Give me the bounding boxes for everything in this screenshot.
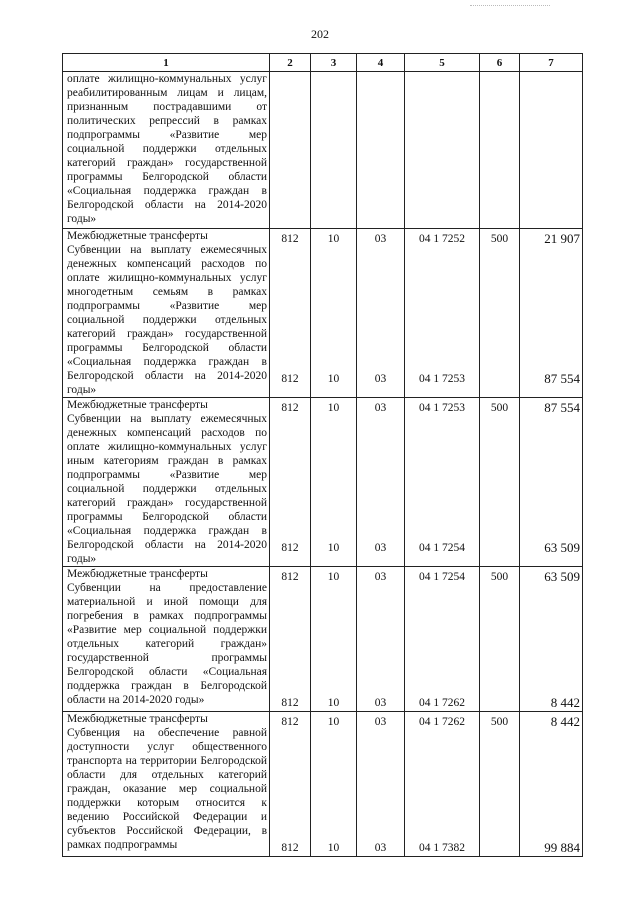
cell-value: 500 (490, 402, 509, 414)
row-col-6 (480, 567, 520, 712)
cell-value: 99 884 (544, 840, 580, 855)
row-col-4 (357, 398, 405, 567)
cell-value: 03 (374, 571, 387, 583)
cell-value: 63 509 (544, 540, 580, 555)
description-paragraph: Межбюджетные трансферты (67, 399, 208, 411)
table-row (63, 72, 583, 229)
header-col-2: 2 (270, 54, 311, 72)
row-col-3 (311, 72, 357, 229)
cell-value: 04 1 7262 (419, 697, 465, 709)
description-paragraph: Субвенции на выплату ежемесячных денежных компенсаций расходов по оплате жилищно-коммунальных услуг иным категориям граждан в рамках подпрограммы «Развитие мер социальной поддержки отдельных категорий граждан» государственной программы Белгородской области «Социальная поддержка граждан в Белгородской области на 2014-2020 годы» (67, 413, 267, 565)
row-col-6 (480, 229, 520, 398)
description-paragraph: Межбюджетные трансферты (67, 230, 208, 242)
cell-value: 812 (281, 542, 299, 554)
row-col-7 (520, 72, 583, 229)
cell-value: 812 (281, 697, 299, 709)
header-col-1: 1 (63, 54, 270, 72)
header-col-6: 6 (480, 54, 520, 72)
cell-value: 500 (490, 716, 509, 728)
cell-value: 03 (374, 716, 387, 728)
row-col-2 (270, 229, 311, 398)
row-col-3 (311, 712, 357, 857)
budget-table (62, 53, 583, 857)
row-col-7 (520, 398, 583, 567)
cell-value: 04 1 7254 (419, 571, 465, 583)
table-row (63, 567, 583, 712)
row-col-4 (357, 567, 405, 712)
row-col-6 (480, 712, 520, 857)
cell-value: 04 1 7252 (419, 233, 465, 245)
row-col-4 (357, 712, 405, 857)
description-paragraph: Межбюджетные трансферты (67, 713, 208, 725)
cell-value: 812 (281, 233, 299, 245)
cell-value: 10 (327, 697, 340, 709)
cell-value: 500 (490, 233, 509, 245)
row-col-6 (480, 398, 520, 567)
cell-value: 03 (374, 402, 387, 414)
cell-value: 812 (281, 571, 299, 583)
row-col-5 (405, 229, 480, 398)
cell-value: 03 (374, 373, 387, 385)
table-row (63, 229, 583, 398)
cell-value: 10 (327, 571, 340, 583)
cell-value: 500 (490, 571, 509, 583)
cell-value: 87 554 (544, 400, 580, 415)
row-description (63, 567, 270, 712)
cell-value: 04 1 7253 (419, 373, 465, 385)
header-col-7: 7 (520, 54, 583, 72)
row-col-5 (405, 398, 480, 567)
description-paragraph: Субвенции на выплату ежемесячных денежных компенсаций расходов по оплате жилищно-коммунальных услуг многодетным семьям в рамках подпрограммы «Развитие мер социальной поддержки отдельных категорий граждан» государственной программы Белгородской области «Социальная поддержка граждан в Белгородской области на 2014-2020 годы» (67, 244, 267, 396)
cell-value: 10 (327, 716, 340, 728)
cell-value: 10 (327, 233, 340, 245)
cell-value: 04 1 7253 (419, 402, 465, 414)
cell-value: 04 1 7262 (419, 716, 465, 728)
table-header-row (63, 54, 583, 72)
description-paragraph: Субвенция на обеспечение равной доступности услуг общественного транспорта на территории Белгородской области для отдельных категорий граждан, оказание мер социальной поддержки которым относится к ведению Российской Федерации и субъектов Российской Федерации, в рамках подпрограммы (67, 727, 267, 851)
cell-value: 10 (327, 542, 340, 554)
row-col-5 (405, 72, 480, 229)
table-row (63, 398, 583, 567)
row-col-4 (357, 72, 405, 229)
cell-value: 812 (281, 402, 299, 414)
header-col-5: 5 (405, 54, 480, 72)
page-number: 202 (311, 27, 329, 41)
cell-value: 21 907 (544, 231, 580, 246)
row-col-5 (405, 567, 480, 712)
row-col-7 (520, 229, 583, 398)
row-col-3 (311, 398, 357, 567)
row-col-7 (520, 567, 583, 712)
row-col-2 (270, 712, 311, 857)
cell-value: 03 (374, 233, 387, 245)
header-col-4: 4 (357, 54, 405, 72)
row-description (63, 712, 270, 857)
row-col-7 (520, 712, 583, 857)
cell-value (480, 371, 519, 387)
table-row (63, 712, 583, 857)
description-paragraph: оплате жилищно-коммунальных услуг реабилитированным лицам и лицам, признанным пострадавшими от политических репрессий в рамках подпрограммы «Развитие мер социальной поддержки отдельных категорий граждан» государственной программы Белгородской области «Социальная поддержка граждан в Белгородской области на 2014-2020 годы» (67, 73, 267, 225)
cell-value: 03 (374, 842, 387, 854)
row-description (63, 229, 270, 398)
description-paragraph: Субвенции на предоставление материальной и иной помощи для погребения в рамках подпрограммы «Развитие мер социальной поддержки отдельных категорий граждан» государственной программы Белгородской области «Социальная поддержка граждан в Белгородской области на 2014-2020 годы» (67, 582, 267, 706)
row-col-2 (270, 398, 311, 567)
cell-value (480, 695, 519, 711)
cell-value: 63 509 (544, 569, 580, 584)
table-body (63, 72, 583, 857)
row-col-3 (311, 229, 357, 398)
cell-value: 812 (281, 842, 299, 854)
cell-value: 812 (281, 716, 299, 728)
row-description (63, 398, 270, 567)
header-col-3: 3 (311, 54, 357, 72)
row-col-3 (311, 567, 357, 712)
row-col-2 (270, 72, 311, 229)
row-description (63, 72, 270, 229)
cell-value: 812 (281, 373, 299, 385)
cell-value: 87 554 (544, 371, 580, 386)
row-col-5 (405, 712, 480, 857)
cell-value: 10 (327, 842, 340, 854)
cell-value (480, 540, 519, 556)
cell-value: 03 (374, 542, 387, 554)
row-col-4 (357, 229, 405, 398)
cell-value: 10 (327, 373, 340, 385)
cell-value: 8 442 (550, 714, 580, 729)
cell-value: 8 442 (550, 695, 580, 710)
cell-value: 03 (374, 697, 387, 709)
description-paragraph: Межбюджетные трансферты (67, 568, 208, 580)
cell-value: 10 (327, 402, 340, 414)
row-col-6 (480, 72, 520, 229)
cell-value (480, 840, 519, 856)
cell-value: 04 1 7382 (419, 842, 465, 854)
cell-value: 04 1 7254 (419, 542, 465, 554)
row-col-2 (270, 567, 311, 712)
